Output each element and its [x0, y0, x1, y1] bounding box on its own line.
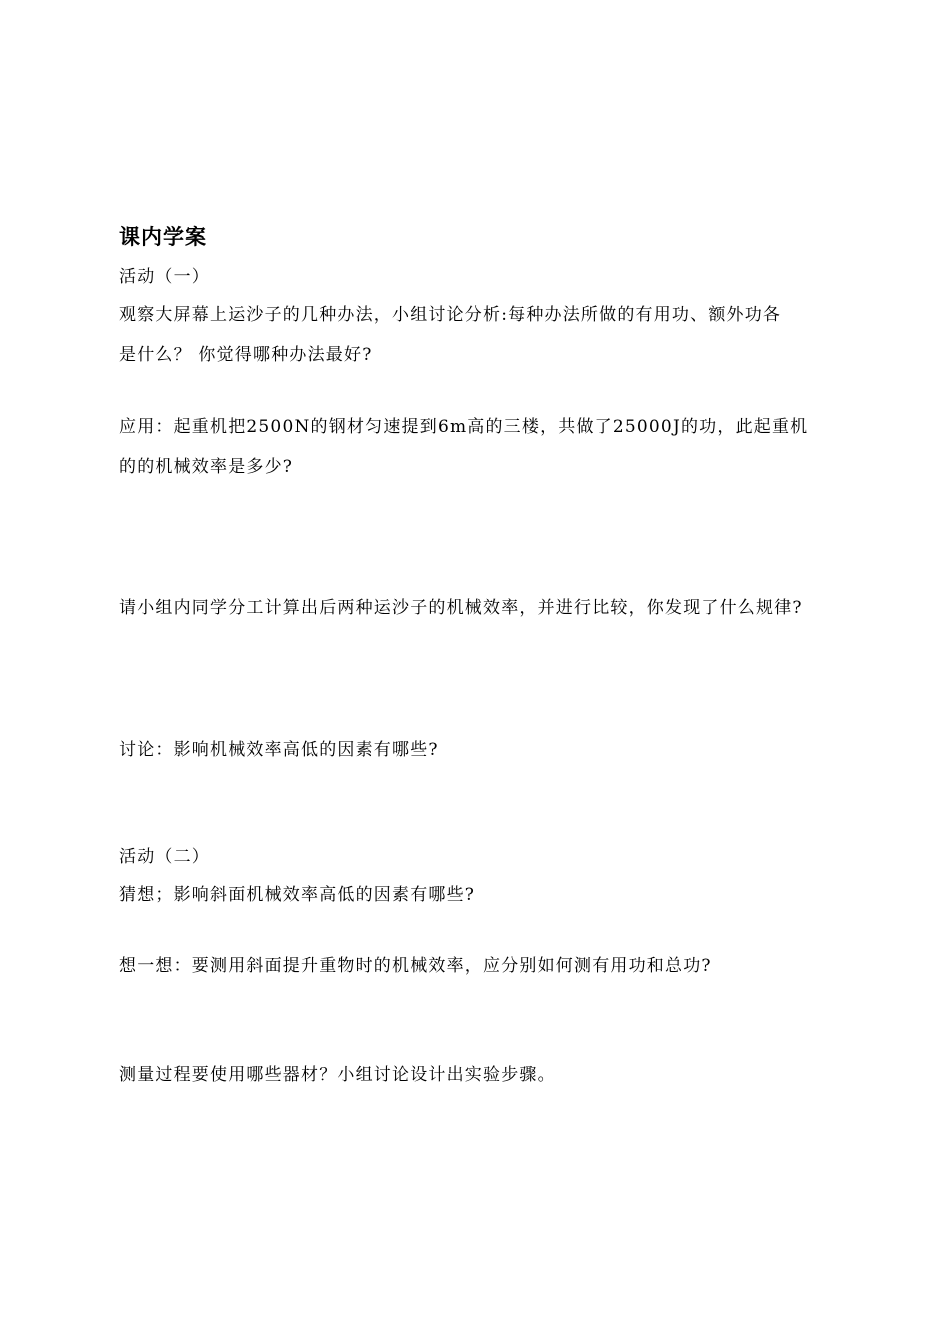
observe-question-line-1: 观察大屏幕上运沙子的几种办法，小组讨论分析:每种办法所做的有用功、额外功各 — [119, 305, 782, 325]
discussion-question: 讨论：影响机械效率高低的因素有哪些? — [119, 740, 439, 760]
application-question-line-2: 的的机械效率是多少? — [119, 457, 294, 477]
measurement-question: 测量过程要使用哪些器材？小组讨论设计出实验步骤。 — [119, 1065, 556, 1085]
observe-question-line-2: 是什么？ 你觉得哪种办法最好? — [119, 345, 373, 365]
activity-2-heading: 活动（二） — [119, 847, 210, 867]
think-question: 想一想：要测用斜面提升重物时的机械效率，应分别如何测有用功和总功? — [119, 956, 712, 976]
compare-efficiency-question: 请小组内同学分工计算出后两种运沙子的机械效率，并进行比较，你发现了什么规律? — [119, 598, 803, 618]
document-title: 课内学案 — [119, 225, 207, 249]
application-question-line-1: 应用：起重机把2500N的钢材匀速提到6m高的三楼，共做了25000J的功，此起重机 — [119, 417, 809, 437]
guess-question: 猜想；影响斜面机械效率高低的因素有哪些? — [119, 885, 476, 905]
activity-1-heading: 活动（一） — [119, 267, 210, 287]
